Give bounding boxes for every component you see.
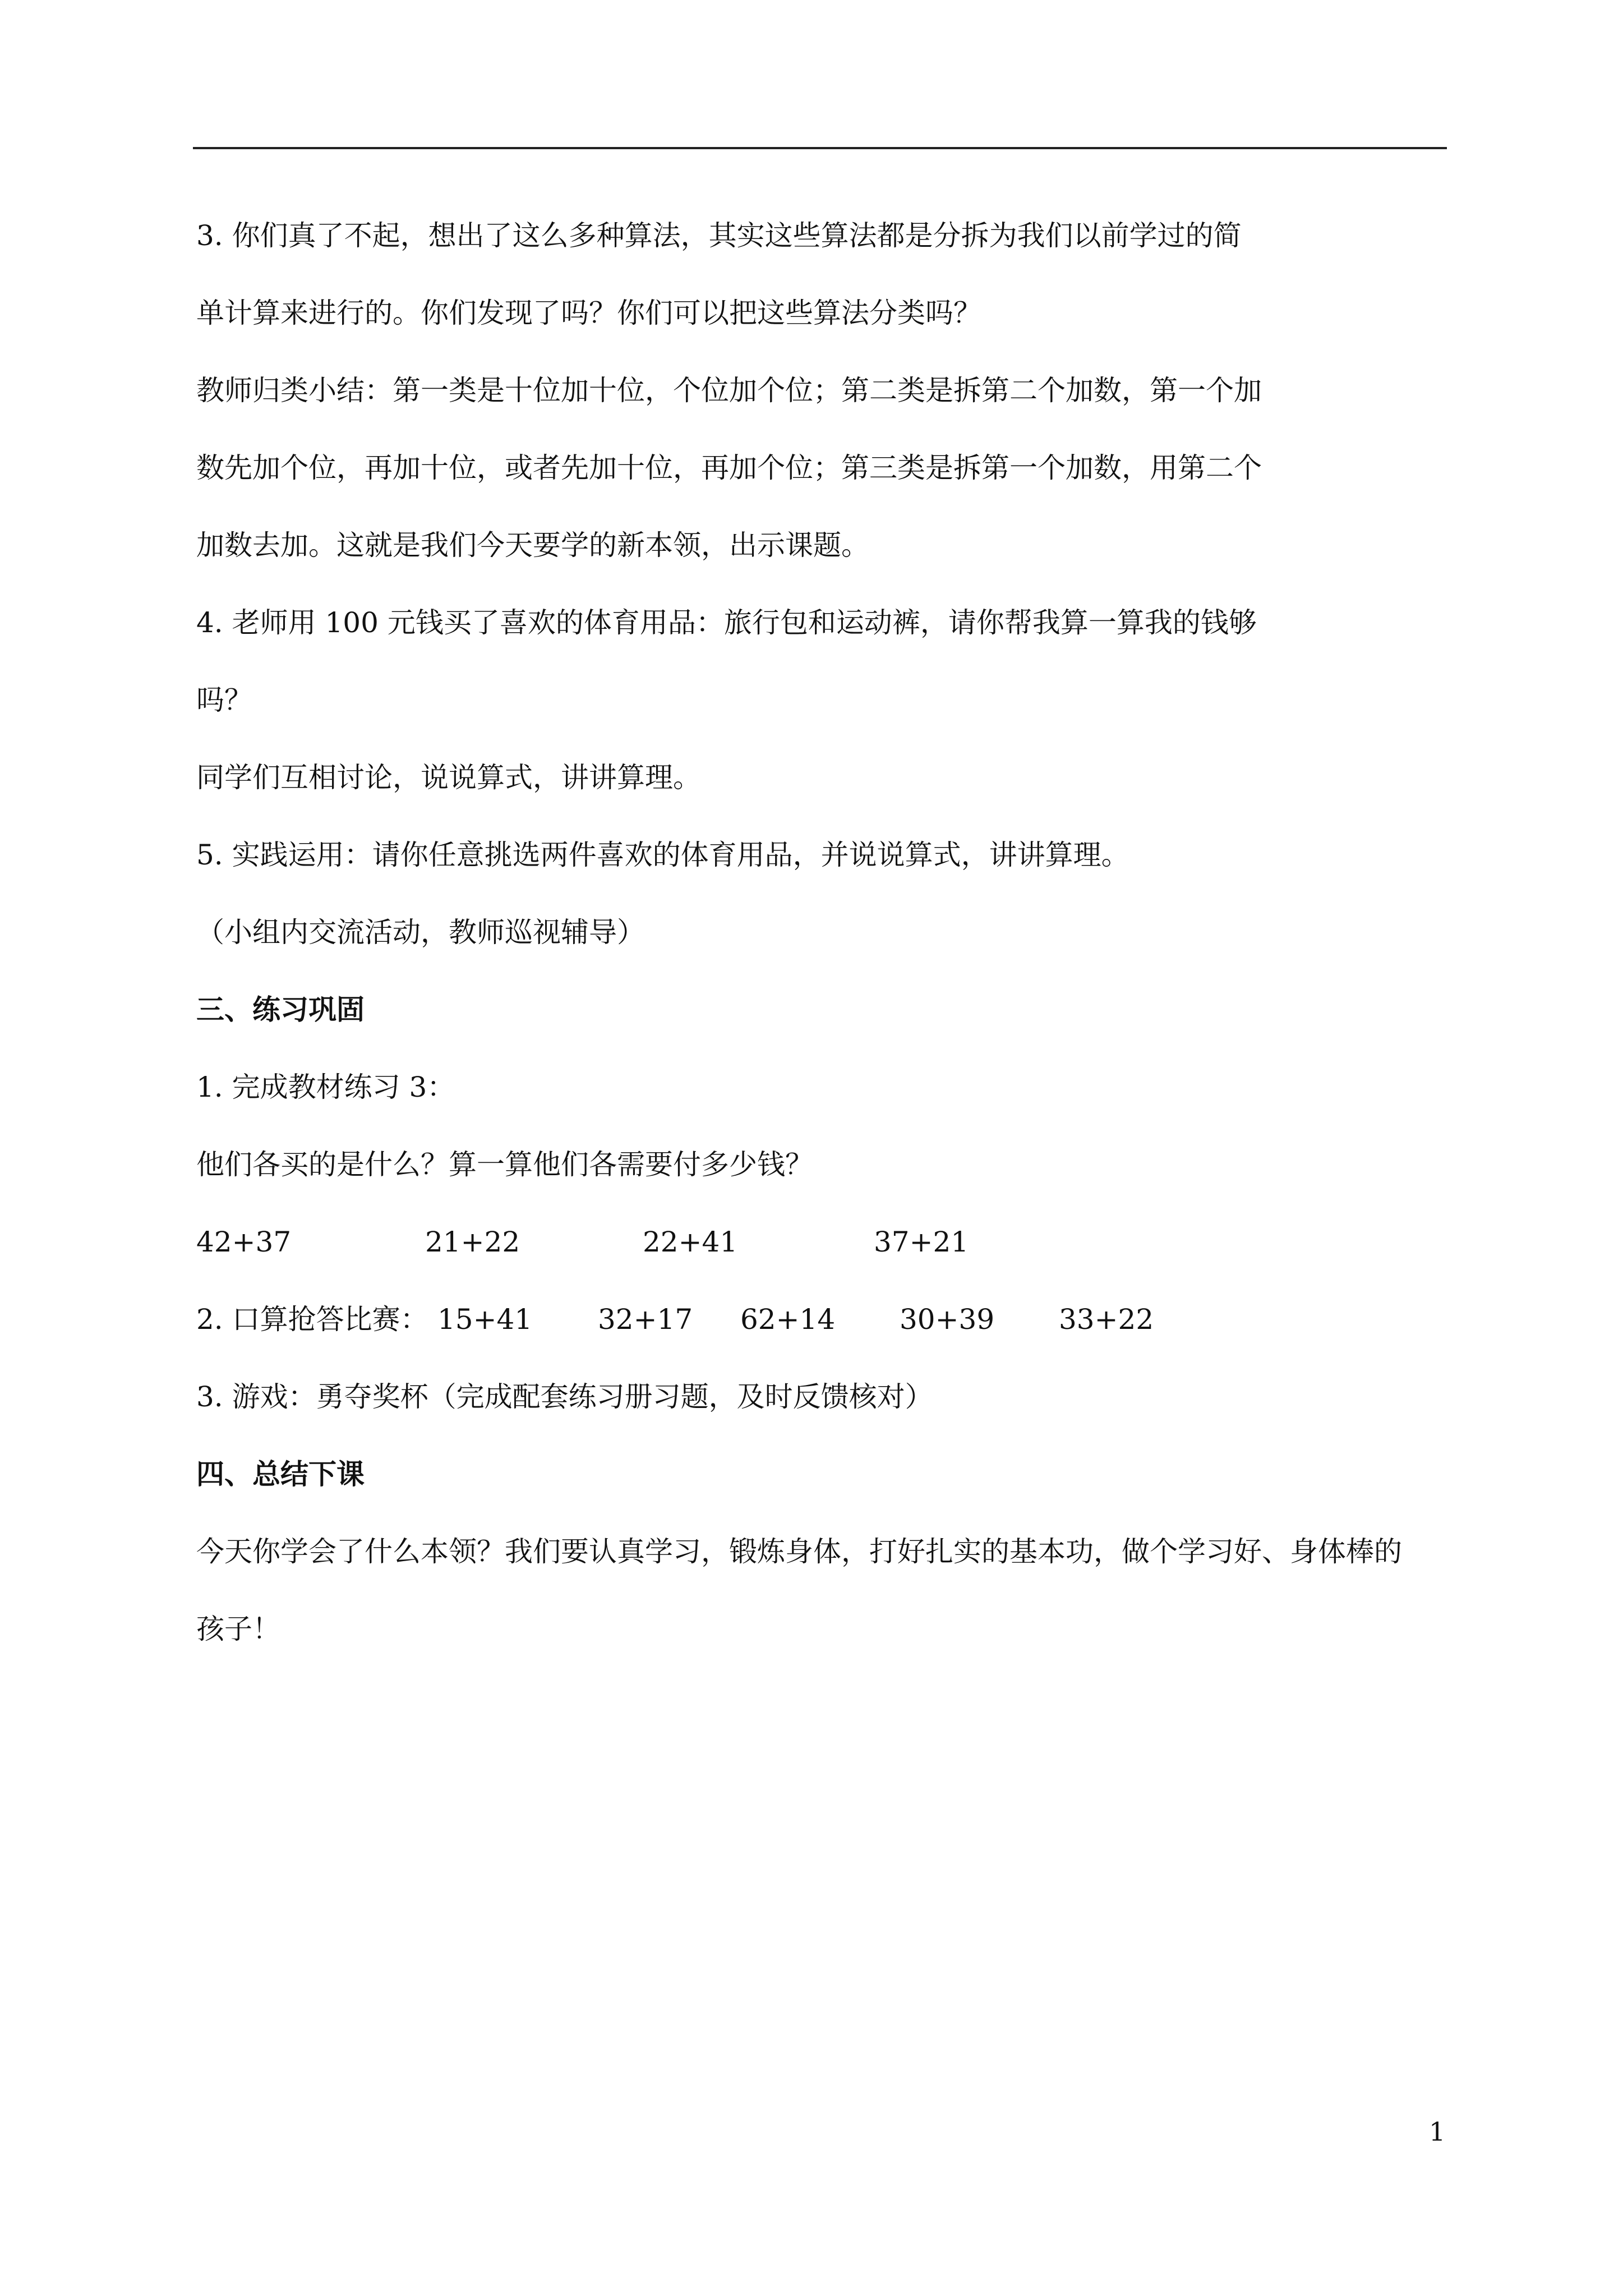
exercise-item-2-label: 2. 口算抢答比赛： [196,1303,428,1336]
summary-line: 今天你学会了什么本领？我们要认真学习，锻炼身体，打好扎实的基本功，做个学习好、身体棒的 [196,1535,1402,1568]
paragraph-line: 吗？ [196,684,252,716]
mental-math-expression: 33+22 [1059,1303,1154,1336]
mental-math-expression: 32+17 [598,1303,693,1336]
exercise-expression: 22+41 [643,1226,738,1258]
exercise-item-2 [196,1297,1453,1342]
page-number: 1 [1429,2116,1446,2147]
paragraph-line: 3. 你们真了不起，想出了这么多种算法，其实这些算法都是分拆为我们以前学过的简 [196,219,1242,252]
paragraph-line: 教师归类小结：第一类是十位加十位，个位加个位；第二类是拆第二个加数，第一个加 [196,374,1262,407]
mental-math-expression: 62+14 [740,1303,836,1336]
exercise-expression: 37+21 [874,1226,969,1258]
summary-line: 孩子！ [196,1613,280,1645]
exercise-item-3: 3. 游戏：勇夺奖杯（完成配套练习册习题，及时反馈核对） [196,1381,933,1413]
section-heading-summary: 四、总结下课 [196,1457,365,1490]
mental-math-expression: 30+39 [900,1303,995,1336]
paragraph-line: （小组内交流活动，教师巡视辅导） [196,916,645,949]
exercise-row [196,1220,1453,1264]
section-heading-practice: 三、练习巩固 [196,993,365,1026]
paragraph-line: 加数去加。这就是我们今天要学的新本领，出示课题。 [196,529,869,562]
paragraph-line: 4. 老师用 100 元钱买了喜欢的体育用品：旅行包和运动裤，请你帮我算一算我的钱够 [196,606,1257,639]
paragraph-line: 单计算来进行的。你们发现了吗？你们可以把这些算法分类吗？ [196,297,981,329]
exercise-expression: 21+22 [425,1226,520,1258]
exercise-expression: 42+37 [196,1226,292,1258]
exercise-question: 他们各买的是什么？算一算他们各需要付多少钱？ [196,1148,813,1181]
paragraph-line: 同学们互相讨论，说说算式，讲讲算理。 [196,761,701,794]
paragraph-line: 5. 实践运用：请你任意挑选两件喜欢的体育用品，并说说算式，讲讲算理。 [196,839,1129,871]
mental-math-expression: 15+41 [437,1303,533,1336]
paragraph-line: 数先加个位，再加十位，或者先加十位，再加个位；第三类是拆第一个加数，用第二个 [196,452,1262,484]
header-rule [193,147,1447,149]
exercise-item-1: 1. 完成教材练习 3： [196,1071,455,1103]
